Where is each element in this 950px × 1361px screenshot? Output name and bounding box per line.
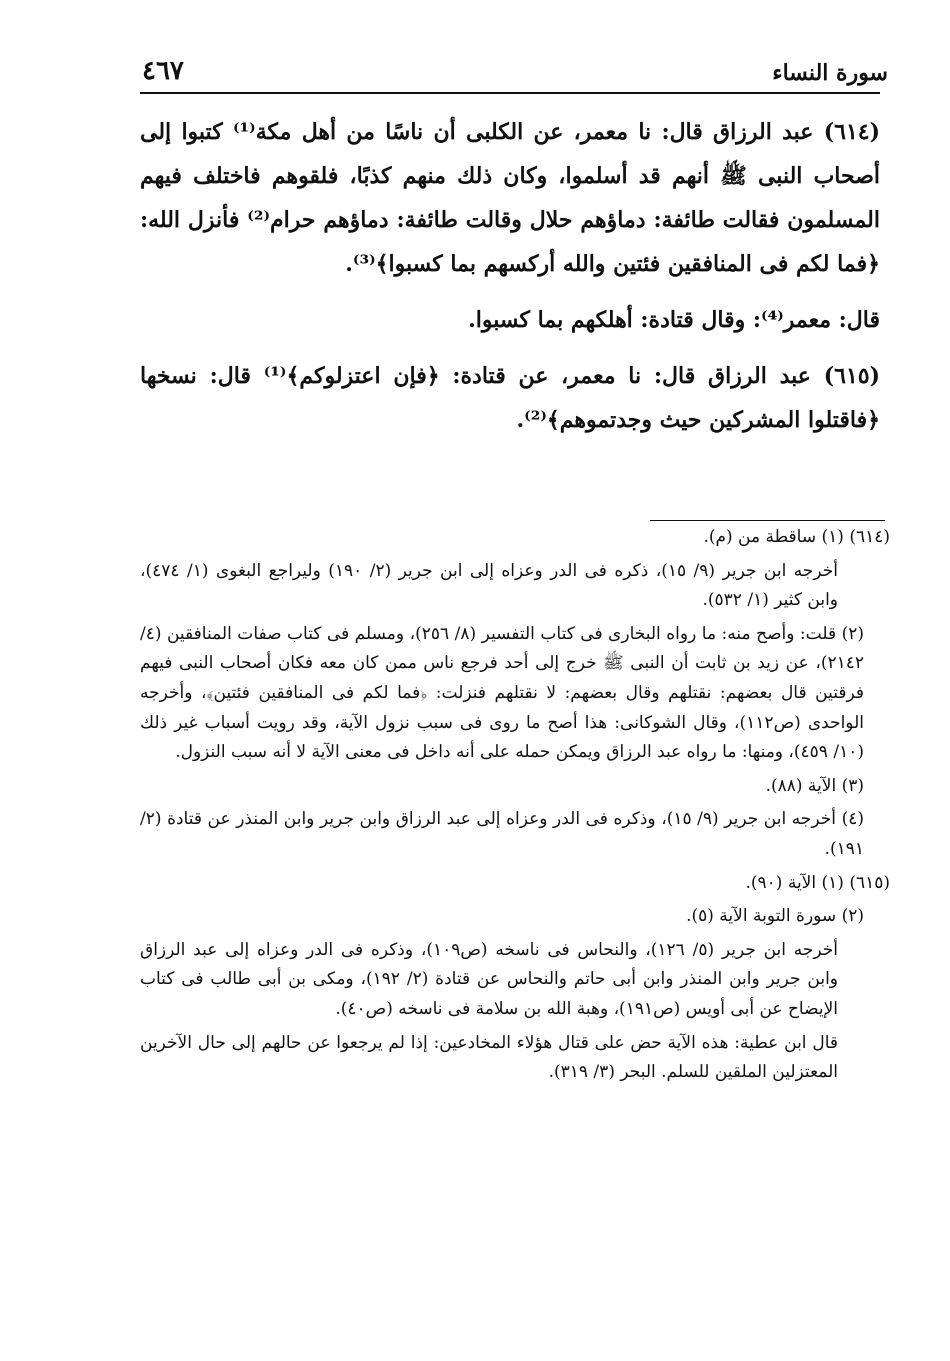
footnote-614-1-detail: أخرجه ابن جرير (٩/ ١٥)، ذكره فى الدر وعزاه إلى ابن جرير (٢/ ١٩٠) وليراجع البغوى (١/ ٤٧٤)، وابن كثير (١/ ٥٣٢). (140, 560, 838, 611)
header-divider (140, 92, 880, 94)
footnote-divider (650, 520, 885, 521)
entry-614: (٦١٤) عبد الرزاق قال: نا معمر، عن الكلبى أن ناسًا من أهل مكة⁽¹⁾ كتبوا إلى أصحاب النبى ﷺ أنهم قد أسلموا، وكان ذلك منهم كذبًا، فلقوهم فاختلف فيهم المسلمون فقالت طائفة: دماؤهم حلال وقالت طائفة: دماؤهم حرام⁽²⁾ فأنزل الله: ﴿فما لكم فى المنافقين فئتين والله أركسهم بما كسبوا﴾⁽³⁾. (140, 119, 880, 277)
footnote-615-2: (٢) سورة التوبة الآية (٥). (686, 906, 864, 927)
running-header-title: سورة النساء (772, 60, 888, 86)
footnote-614-2: (٢) قلت: وأصح منه: ما رواه البخارى فى كتاب التفسير (٨/ ٢٥٦)، ومسلم فى كتاب صفات المنافقين (٤/ ٢١٤٢)، عن زيد بن ثابت أن النبى ﷺ خرج إلى أحد فرجع ناس ممن كان معه فكان أصحاب النبى فيهم فرقتين قال بعضهم: نقتلهم وقال بعضهم: لا نقتلهم فنزلت: ﴿فما لكم فى المنافقين فئتين﴾، وأخرجه الواحدى (ص١١٢)، وقال الشوكانى: هذا أصح ما روى فى سبب نزول الآية، وقد رويت أسباب غير ذلك (١٠/ ٤٥٩)، ومنها: ما رواه عبد الرزاق ويمكن حمله على أنه داخل فى معنى الآية لا أنه سبب النزول. (140, 623, 864, 763)
footnote-614-3: (٣) الآية (٨٨). (765, 775, 864, 796)
footnote-614-4: (٤) أخرجه ابن جرير (٩/ ١٥)، وذكره فى الدر وعزاه إلى عبد الرزاق وابن جرير وابن المنذر عن قتادة (٢/ ١٩١). (140, 809, 864, 859)
entry-614-qatada: قال: معمر⁽⁴⁾: وقال قتادة: أهلكهم بما كسبوا. (468, 307, 880, 333)
main-text (140, 110, 880, 454)
entry-615: (٦١٥) عبد الرزاق قال: نا معمر، عن قتادة: ﴿فإن اعتزلوكم﴾⁽¹⁾ قال: نسخها ﴿فاقتلوا المشركين حيث وجدتموهم﴾⁽²⁾. (140, 363, 880, 433)
footnote-615-2-detail: أخرجه ابن جرير (٥/ ١٢٦)، والنحاس فى ناسخه (ص١٠٩)، وذكره فى الدر وعزاه إلى عبد الرزاق وابن جرير وابن المنذر وابن أبى حاتم والنحاس عن قتادة (٢/ ١٩٢)، ومكى بن أبى طالب فى كتاب الإيضاح عن أبى أويس (ص١٩١)، وهبة الله بن سلامة فى ناسخه (ص٤٠). (140, 939, 838, 1019)
footnotes (140, 523, 890, 1092)
footnote-615-2-ibn-atiyya: قال ابن عطية: هذه الآية حض على قتال هؤلاء المخادعين: إذا لم يرجعوا عن حالهم إلى حال الآخرين المعتزلين الملقين للسلم. البحر (٣/ ٣١٩). (140, 1032, 838, 1083)
footnote-614-1: (٦١٤) (١) ساقطة من (م). (703, 527, 890, 547)
footnote-615-1: (٦١٥) (١) الآية (٩٠). (745, 872, 890, 893)
page-number: ٤٦٧ (142, 56, 184, 86)
